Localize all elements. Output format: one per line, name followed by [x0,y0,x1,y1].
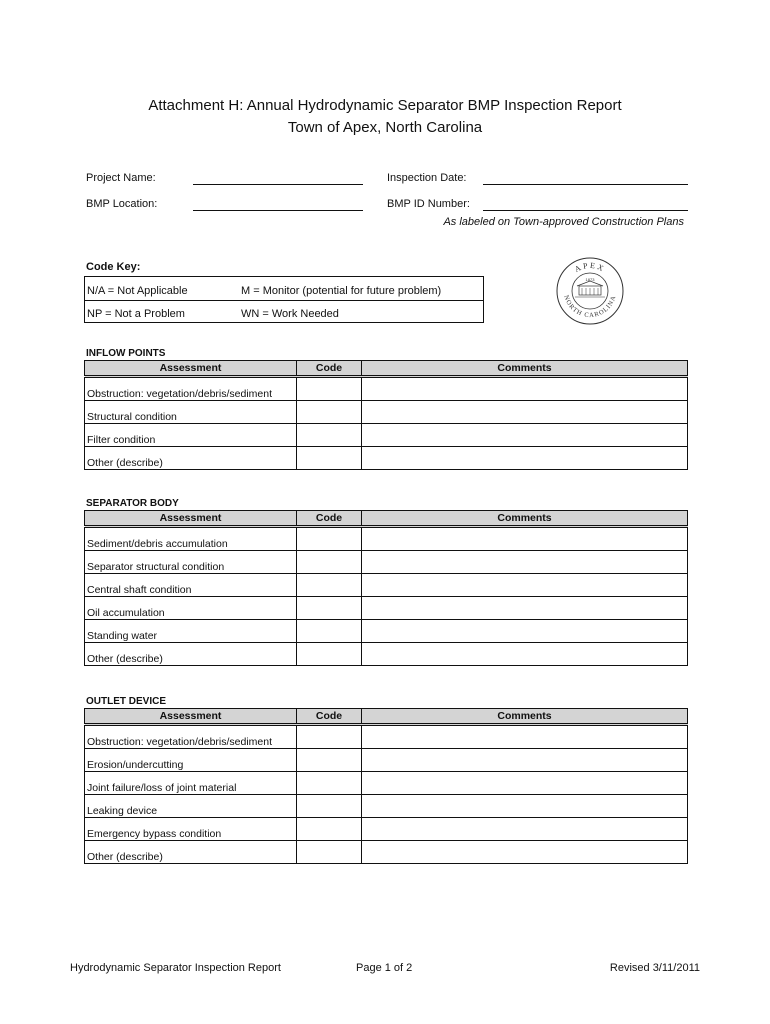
assessment-header: Assessment [85,511,297,527]
assessment-header: Assessment [85,361,297,377]
section-title: OUTLET DEVICE [86,696,167,707]
table-row [85,424,688,447]
code-cell[interactable] [297,749,362,772]
assessment-item: Obstruction: vegetation/debris/sediment [85,725,297,749]
code-cell[interactable] [297,597,362,620]
code-key-np: NP = Not a Problem [87,308,185,320]
section-separator-body [84,498,688,666]
code-key-wn: WN = Work Needed [241,308,339,320]
code-cell[interactable] [297,551,362,574]
code-cell[interactable] [297,377,362,401]
comments-cell[interactable] [362,620,688,643]
bmp-id-label: BMP ID Number: [387,198,470,210]
comments-cell[interactable] [362,795,688,818]
table-row [85,620,688,643]
code-cell[interactable] [297,527,362,551]
assessment-item: Other (describe) [85,643,297,666]
assessment-item: Emergency bypass condition [85,818,297,841]
comments-header: Comments [362,511,688,527]
table-row [85,551,688,574]
section-title: INFLOW POINTS [86,348,166,359]
assessment-item: Separator structural condition [85,551,297,574]
svg-text:APEX: APEX [573,260,607,274]
inspection-table [84,708,688,864]
comments-cell[interactable] [362,574,688,597]
code-key-monitor: M = Monitor (potential for future problem) [241,285,442,297]
svg-text:NORTH CAROLINA: NORTH CAROLINA [562,294,618,320]
comments-cell[interactable] [362,749,688,772]
table-row [85,574,688,597]
code-cell[interactable] [297,725,362,749]
assessment-item: Filter condition [85,424,297,447]
table-row [85,725,688,749]
comments-cell[interactable] [362,401,688,424]
footer-document-name: Hydrodynamic Separator Inspection Report [70,962,281,974]
section-title: SEPARATOR BODY [86,498,179,509]
assessment-item: Standing water [85,620,297,643]
inspection-table [84,510,688,666]
comments-cell[interactable] [362,527,688,551]
code-cell[interactable] [297,401,362,424]
comments-cell[interactable] [362,447,688,470]
code-header: Code [297,511,362,527]
code-cell[interactable] [297,620,362,643]
assessment-item: Central shaft condition [85,574,297,597]
bmp-location-field[interactable] [193,210,363,211]
assessment-item: Oil accumulation [85,597,297,620]
assessment-item: Other (describe) [85,841,297,864]
code-cell[interactable] [297,643,362,666]
table-row [85,401,688,424]
section-outlet-device [84,696,688,864]
code-key-title: Code Key: [86,261,141,273]
comments-cell[interactable] [362,725,688,749]
code-cell[interactable] [297,447,362,470]
code-key-na: N/A = Not Applicable [87,285,188,297]
footer-revision-date: Revised 3/11/2011 [609,962,700,974]
assessment-header: Assessment [85,709,297,725]
project-name-label: Project Name: [86,172,156,184]
town-seal-logo [555,256,625,326]
comments-cell[interactable] [362,772,688,795]
project-name-field[interactable] [193,184,363,185]
section-inflow-points [84,348,688,470]
comments-cell[interactable] [362,841,688,864]
inspection-date-label: Inspection Date: [387,172,467,184]
comments-cell[interactable] [362,424,688,447]
code-header: Code [297,361,362,377]
code-header: Code [297,709,362,725]
comments-cell[interactable] [362,597,688,620]
assessment-item: Other (describe) [85,447,297,470]
comments-cell[interactable] [362,818,688,841]
assessment-item: Joint failure/loss of joint material [85,772,297,795]
assessment-item: Leaking device [85,795,297,818]
assessment-item: Sediment/debris accumulation [85,527,297,551]
assessment-item: Obstruction: vegetation/debris/sediment [85,377,297,401]
table-row [85,377,688,401]
footer-page-number: Page 1 of 2 [356,962,413,974]
table-row [85,643,688,666]
assessment-item: Erosion/undercutting [85,749,297,772]
bmp-id-note: As labeled on Town-approved Construction Plans [443,216,684,228]
code-cell[interactable] [297,841,362,864]
inspection-table [84,360,688,470]
code-cell[interactable] [297,795,362,818]
bmp-id-field[interactable] [483,210,688,211]
table-row [85,527,688,551]
code-cell[interactable] [297,772,362,795]
table-row [85,772,688,795]
comments-cell[interactable] [362,377,688,401]
table-row [85,749,688,772]
comments-header: Comments [362,361,688,377]
comments-cell[interactable] [362,551,688,574]
code-key-box [84,276,484,323]
comments-header: Comments [362,709,688,725]
table-row [85,447,688,470]
svg-text:1873: 1873 [585,277,595,282]
table-row [85,818,688,841]
assessment-item: Structural condition [85,401,297,424]
report-subtitle: Town of Apex, North Carolina [287,119,483,136]
inspection-date-field[interactable] [483,184,688,185]
code-cell[interactable] [297,574,362,597]
table-row [85,841,688,864]
code-cell[interactable] [297,818,362,841]
bmp-location-label: BMP Location: [86,198,158,210]
report-title: Attachment H: Annual Hydrodynamic Separator BMP Inspection Report [148,97,622,114]
code-cell[interactable] [297,424,362,447]
table-row [85,597,688,620]
table-row [85,795,688,818]
comments-cell[interactable] [362,643,688,666]
